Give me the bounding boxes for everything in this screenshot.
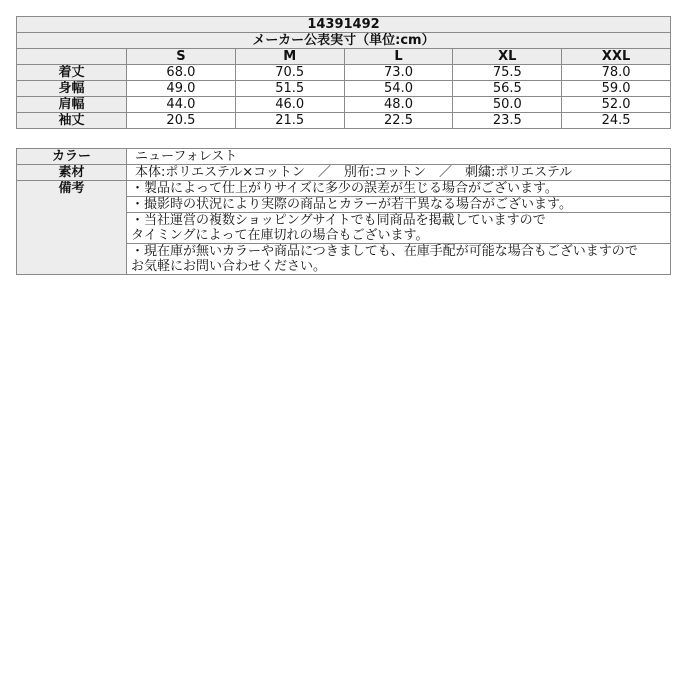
material-label: 素材 [17,165,127,181]
row-label: 着丈 [17,65,127,81]
size-header: XXL [562,49,671,65]
color-row [17,149,671,165]
remark-note: ・当社運営の複数ショッピングサイトでも同商品を掲載していますので タイミングによって在庫切れの場合もございます。 [127,213,671,244]
product-info-table [16,148,671,275]
table-row [17,81,671,97]
measurement-value: 75.5 [453,65,562,81]
measurement-value: 51.5 [235,81,344,97]
table-row [17,97,671,113]
measurement-value: 24.5 [562,113,671,129]
row-label: 身幅 [17,81,127,97]
measurement-value: 46.0 [235,97,344,113]
measurement-value: 49.0 [127,81,236,97]
measurement-value: 54.0 [344,81,453,97]
row-label: 肩幅 [17,97,127,113]
measurement-value: 59.0 [562,81,671,97]
size-header: S [127,49,236,65]
measurement-value: 50.0 [453,97,562,113]
remarks-row [17,181,671,197]
measurement-value: 52.0 [562,97,671,113]
table-row [17,65,671,81]
corner-cell [17,49,127,65]
size-header-row [17,49,671,65]
material-value: 本体:ポリエステル×コットン ／ 別布:コットン ／ 刺繍:ポリエステル [127,165,671,181]
size-header: M [235,49,344,65]
measurement-value: 20.5 [127,113,236,129]
size-header: L [344,49,453,65]
measurement-value: 56.5 [453,81,562,97]
measurement-value: 22.5 [344,113,453,129]
measurement-caption: メーカー公表実寸（単位:cm） [17,33,671,49]
measurement-value: 68.0 [127,65,236,81]
measurement-value: 44.0 [127,97,236,113]
table-row [17,113,671,129]
color-value: ニューフォレスト [127,149,671,165]
remark-note: ・撮影時の状況により実際の商品とカラーが若干異なる場合がございます。 [127,197,671,213]
remarks-label: 備考 [17,181,127,275]
row-label: 袖丈 [17,113,127,129]
measurement-value: 73.0 [344,65,453,81]
color-label: カラー [17,149,127,165]
size-header: XL [453,49,562,65]
measurement-value: 48.0 [344,97,453,113]
measurement-value: 70.5 [235,65,344,81]
remark-note: ・現在庫が無いカラーや商品につきましても、在庫手配が可能な場合もございますので お気軽にお問い合わせください。 [127,244,671,275]
measurement-value: 78.0 [562,65,671,81]
measurement-value: 23.5 [453,113,562,129]
size-table [16,16,671,129]
measurement-value: 21.5 [235,113,344,129]
product-code: 14391492 [17,17,671,33]
material-row [17,165,671,181]
remark-note: ・製品によって仕上がりサイズに多少の誤差が生じる場合がございます。 [127,181,671,197]
